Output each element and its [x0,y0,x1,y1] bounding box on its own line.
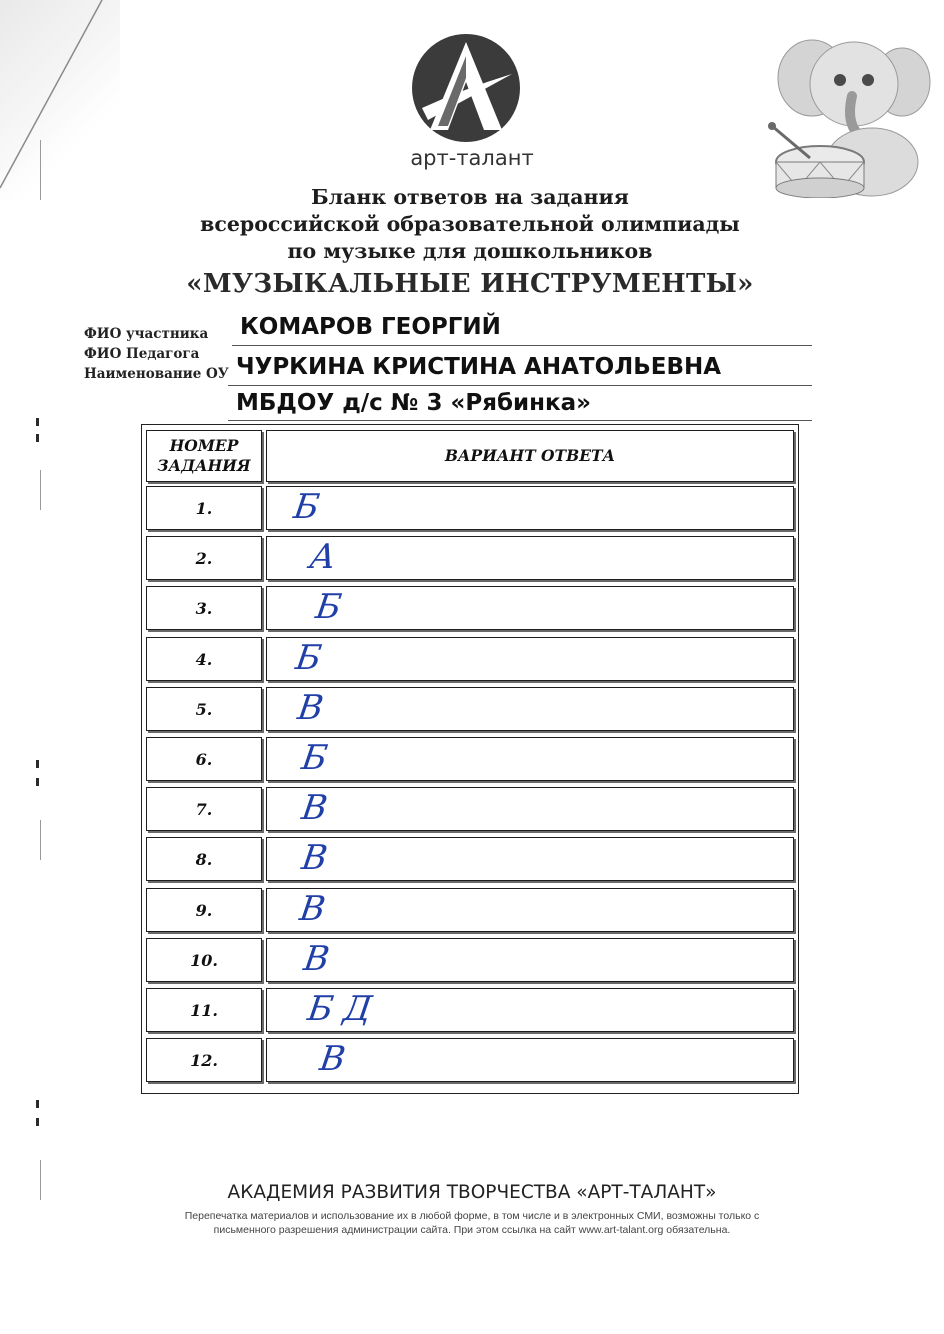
handwritten-answer: Б [291,487,322,527]
header-line-1: Бланк ответов на задания [311,185,629,209]
task-number-cell: 12. [146,1038,262,1082]
binding-mark [36,1100,39,1108]
teacher-label: ФИО Педагога [84,346,200,362]
olympiad-title: «МУЗЫКАЛЬНЫЕ ИНСТРУМЕНТЫ» [186,269,754,299]
binding-mark [36,434,39,442]
task-number-cell: 10. [146,938,262,982]
handwritten-answer: В [297,889,328,929]
form-header [150,184,790,265]
task-number-cell: 9. [146,888,262,932]
binding-line [40,820,41,860]
task-number-cell: 11. [146,988,262,1032]
participant-label: ФИО участника [84,326,209,342]
answer-cell[interactable] [266,536,794,580]
handwritten-answer: А [307,537,339,577]
org-field[interactable]: МБДОУ д/с № 3 «Рябинка» [236,390,592,416]
task-number-cell: 5. [146,687,262,731]
column-header-number [146,430,262,482]
column-header-number-line2: ЗАДАНИЯ [157,456,251,475]
footer-note-line2: письменного разрешения администрации сайта. При этом ссылка на сайт www.art-talant.org обязательна. [213,1224,731,1236]
handwritten-answer: Б [293,638,324,678]
art-talant-logo-icon [408,30,524,146]
answer-cell[interactable] [266,787,794,831]
org-underline [228,420,812,421]
page-fold-edge [0,0,110,190]
handwritten-answer: Б Д [305,989,375,1029]
task-number-cell: 3. [146,586,262,630]
header-line-3: по музыке для дошкольников [287,239,653,263]
binding-mark [36,760,39,768]
task-number-cell: 6. [146,737,262,781]
handwritten-answer: В [299,838,330,878]
header-line-2: всероссийской образовательной олимпиады [200,212,740,236]
task-number-cell: 1. [146,486,262,530]
teacher-field[interactable]: ЧУРКИНА КРИСТИНА АНАТОЛЬЕВНА [236,354,722,380]
column-header-answer: ВАРИАНТ ОТВЕТА [266,430,794,482]
answer-cell[interactable] [266,486,794,530]
brand-name: арт-талант [410,146,534,170]
binding-line [40,1160,41,1200]
participant-field[interactable]: КОМАРОВ ГЕОРГИЙ [240,314,501,340]
elephant-drummer-icon [762,26,932,198]
footer-note-line1: Перепечатка материалов и использование их в любой форме, в том числе и в электронных СМИ, возможны только с [184,1210,760,1222]
answer-cell[interactable] [266,687,794,731]
answer-cell[interactable] [266,737,794,781]
answer-cell[interactable] [266,637,794,681]
handwritten-answer: Б [313,587,344,627]
column-header-number-line1: НОМЕР [169,436,239,455]
org-label: Наименование ОУ [84,366,229,382]
binding-mark [36,418,39,426]
binding-line [40,470,41,510]
answer-cell[interactable] [266,837,794,881]
answer-cell[interactable] [266,938,794,982]
answer-cell[interactable] [266,586,794,630]
binding-line [40,140,41,200]
answer-cell[interactable] [266,888,794,932]
footer-copyright-note [100,1209,844,1237]
participant-underline [232,345,812,346]
task-number-cell: 8. [146,837,262,881]
handwritten-answer: В [301,939,332,979]
task-number-cell: 7. [146,787,262,831]
handwritten-answer: В [299,788,330,828]
binding-mark [36,778,39,786]
binding-mark [36,1118,39,1126]
task-number-cell: 4. [146,637,262,681]
handwritten-answer: В [295,688,326,728]
footer-title: АКАДЕМИЯ РАЗВИТИЯ ТВОРЧЕСТВА «АРТ-ТАЛАНТ» [227,1182,717,1203]
task-number-cell: 2. [146,536,262,580]
handwritten-answer: В [317,1039,348,1079]
handwritten-answer: Б [299,738,330,778]
teacher-underline [228,385,812,386]
